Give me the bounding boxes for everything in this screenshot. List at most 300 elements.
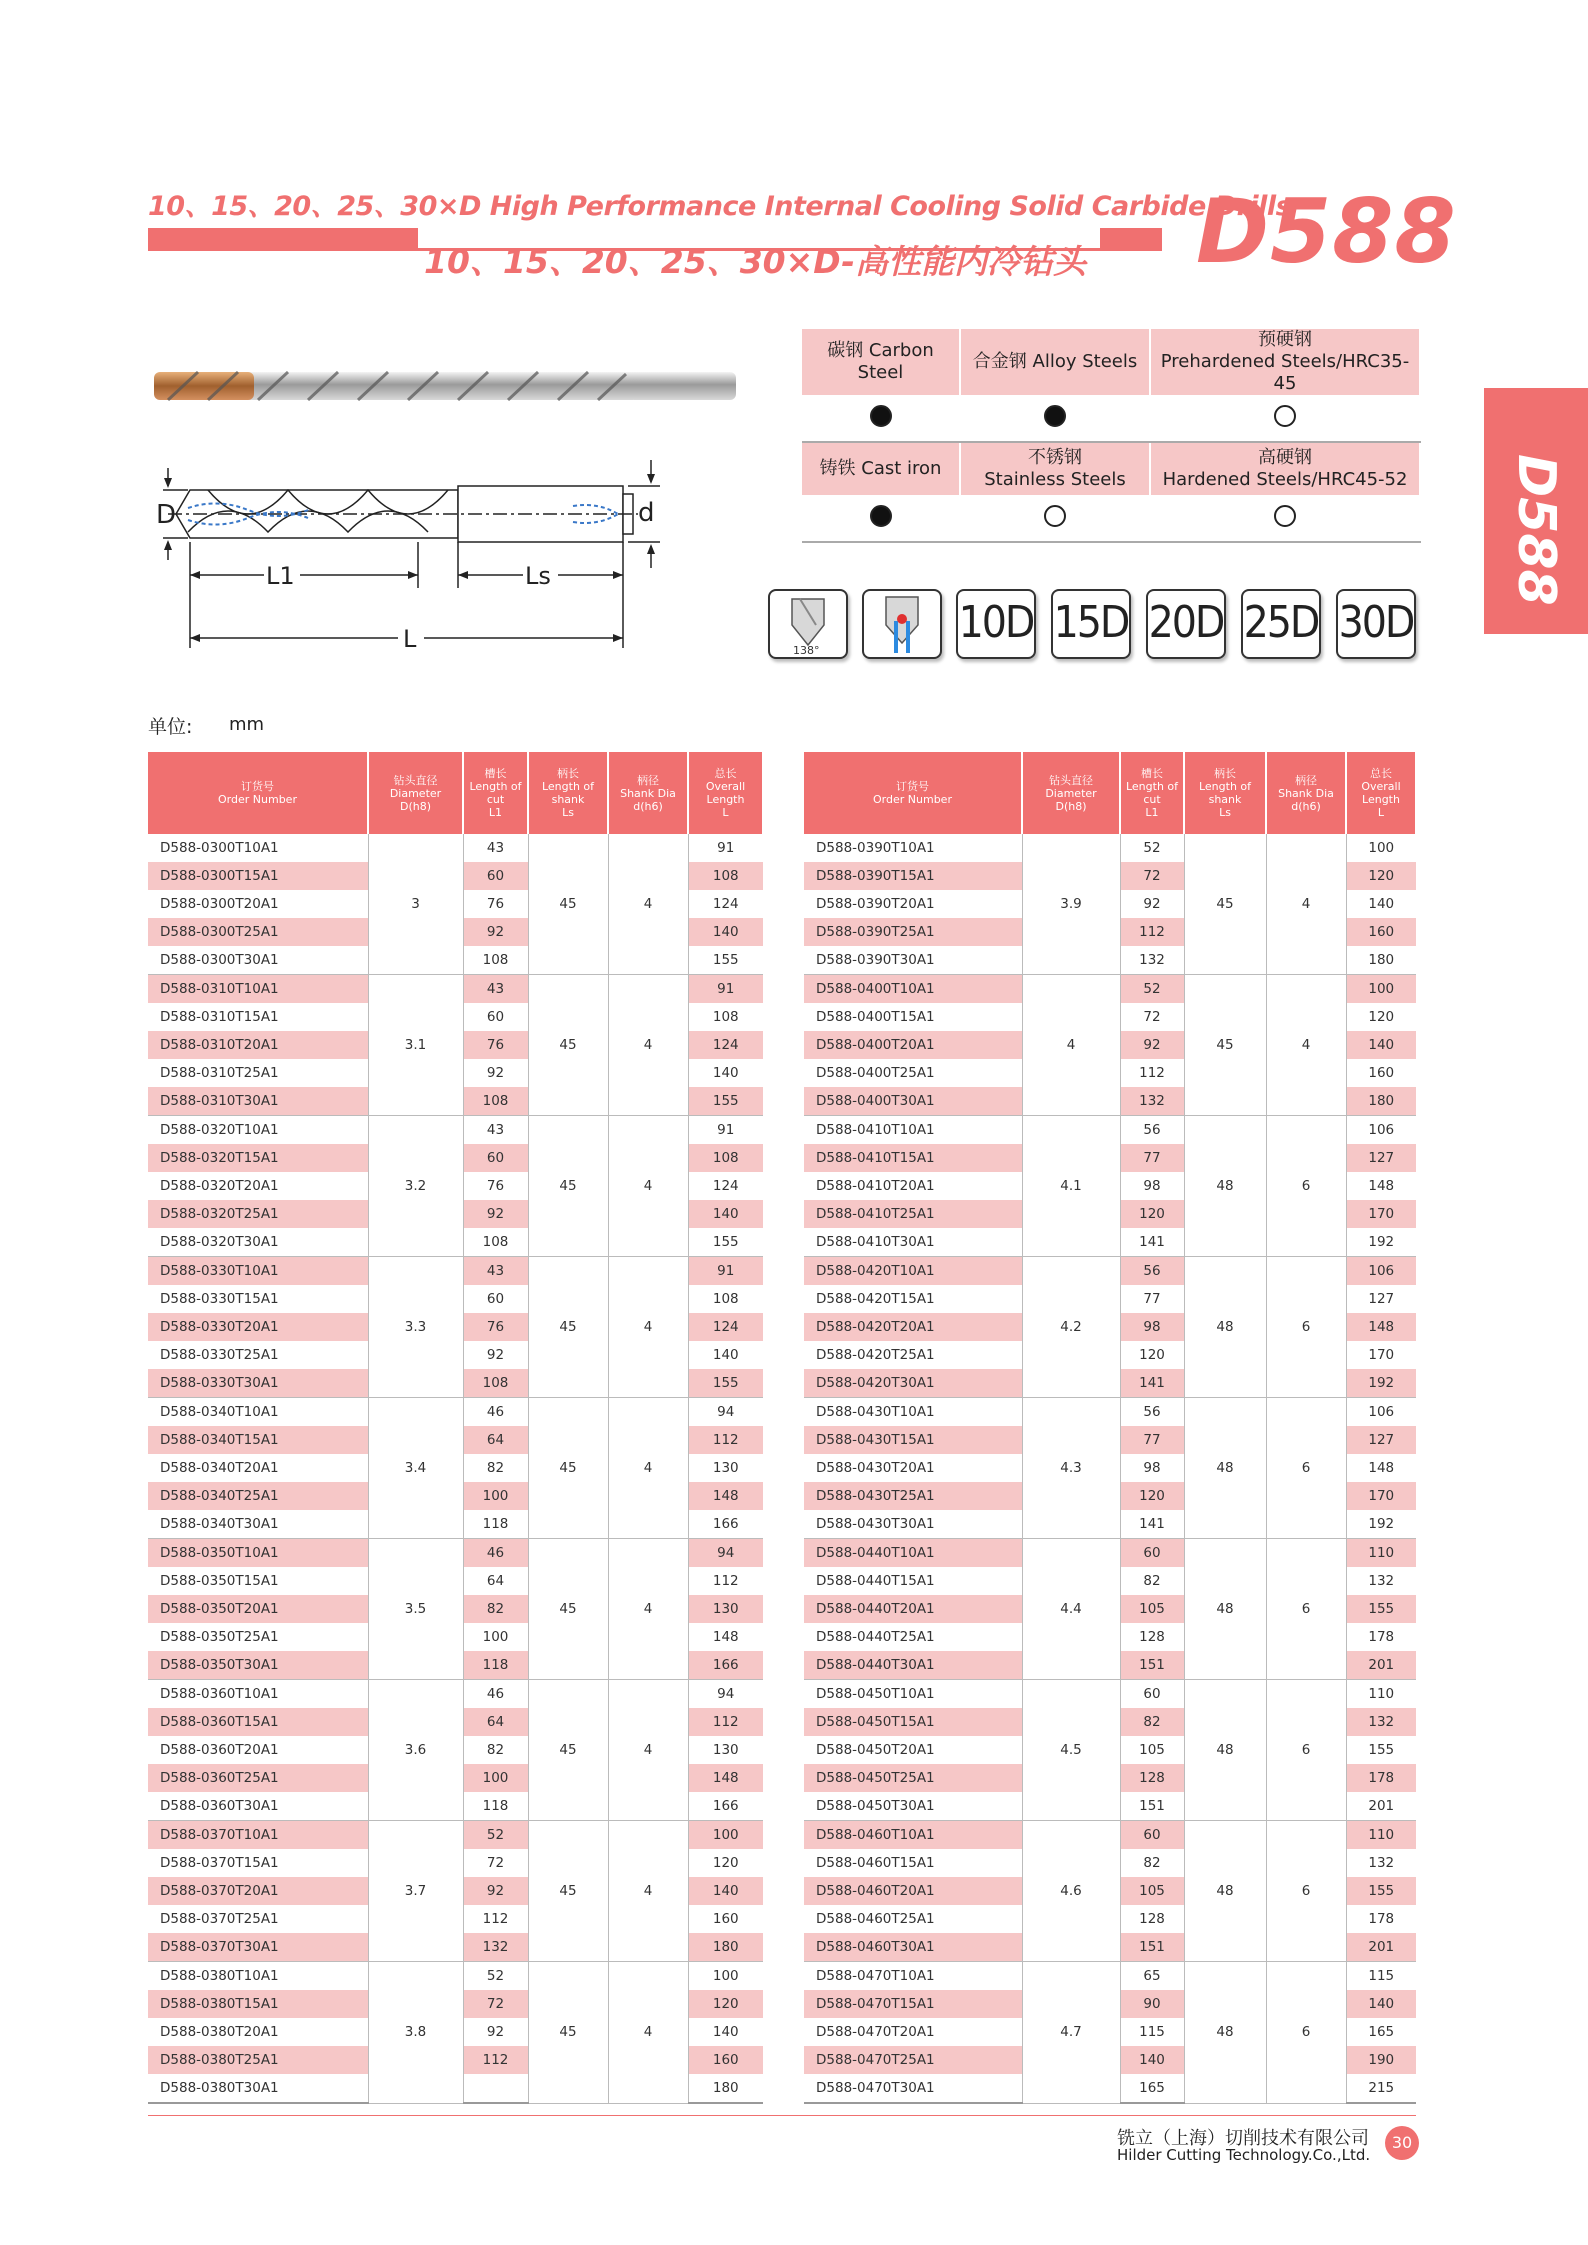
shank-length-cell: 48: [1184, 1680, 1266, 1821]
overall-length-cell: 100: [1346, 975, 1416, 1004]
overall-length-cell: 124: [688, 1313, 763, 1341]
overall-length-cell: 160: [1346, 1059, 1416, 1087]
cut-length-cell: 46: [463, 1539, 528, 1568]
overall-length-cell: 160: [1346, 918, 1416, 946]
overall-length-cell: 170: [1346, 1200, 1416, 1228]
length-10d-icon: 10D: [956, 589, 1036, 659]
cut-length-cell: 60: [463, 1144, 528, 1172]
cut-length-cell: 92: [463, 2018, 528, 2046]
order-number-cell: D588-0460T25A1: [816, 1911, 935, 1927]
overall-length-cell: 91: [688, 975, 763, 1004]
diameter-cell: 3.1: [368, 975, 463, 1116]
order-number-cell: D588-0390T15A1: [804, 862, 1022, 890]
diameter-cell: 3.3: [368, 1257, 463, 1398]
table-row: [148, 834, 763, 862]
overall-length-cell: 140: [688, 2018, 763, 2046]
shank-length-cell: 45: [528, 1962, 608, 2104]
page-number: 30: [1385, 2126, 1419, 2160]
cut-length-cell: 43: [463, 1257, 528, 1286]
cut-length-cell: 108: [463, 1087, 528, 1116]
cut-length-cell: 64: [463, 1426, 528, 1454]
table-row: [804, 1398, 1416, 1427]
dim-label-Ls: Ls: [525, 562, 551, 590]
order-number-cell: D588-0440T25A1: [816, 1629, 935, 1645]
shank-dia-cell: 4: [608, 834, 688, 975]
order-number-cell: D588-0390T30A1: [804, 946, 1022, 975]
shank-length-cell: 48: [1184, 1398, 1266, 1539]
cut-length-cell: 52: [463, 1962, 528, 1991]
cut-length-cell: 105: [1120, 1877, 1184, 1905]
order-number-cell: D588-0310T10A1: [148, 975, 368, 1004]
suitable-empty-icon: [1274, 405, 1296, 427]
order-number-cell: D588-0350T25A1: [160, 1629, 279, 1645]
shank-dia-cell: 6: [1266, 1821, 1346, 1962]
shank-length-cell: 48: [1184, 1821, 1266, 1962]
diameter-cell: 3.8: [368, 1962, 463, 2104]
order-number-cell: D588-0350T15A1: [160, 1573, 279, 1589]
overall-length-cell: 130: [688, 1595, 763, 1623]
cut-length-cell: 56: [1120, 1257, 1184, 1286]
order-number-cell: D588-0470T20A1: [816, 2024, 935, 2040]
overall-length-cell: 140: [688, 1059, 763, 1087]
overall-length-cell: 178: [1346, 1764, 1416, 1792]
order-number-cell: D588-0380T30A1: [148, 2074, 368, 2103]
shank-dia-cell: 6: [1266, 1680, 1346, 1821]
material-hardened-steels: 高硬钢 Hardened Steels/HRC45-52: [1150, 442, 1420, 495]
overall-length-cell: 110: [1346, 1680, 1416, 1709]
overall-length-cell: 130: [688, 1736, 763, 1764]
order-number-cell: D588-0430T15A1: [804, 1426, 1022, 1454]
table-row: [148, 1539, 763, 1568]
cut-length-cell: 43: [463, 834, 528, 862]
cut-length-cell: 108: [463, 1369, 528, 1398]
order-number-cell: D588-0370T25A1: [160, 1911, 279, 1927]
overall-length-cell: 166: [688, 1792, 763, 1821]
cut-length-cell: 43: [463, 975, 528, 1004]
order-number-cell: D588-0360T30A1: [148, 1792, 368, 1821]
cut-length-cell: 115: [1120, 2018, 1184, 2046]
cut-length-cell: 105: [1120, 1736, 1184, 1764]
overall-length-cell: 108: [688, 1003, 763, 1031]
overall-length-cell: 165: [1346, 2018, 1416, 2046]
shank-length-cell: 45: [528, 1116, 608, 1257]
cut-length-cell: 92: [1120, 1031, 1184, 1059]
cut-length-cell: 56: [1120, 1116, 1184, 1145]
header-shank: 柄长 Length of shank Ls: [1184, 752, 1266, 834]
cut-length-cell: 132: [463, 1933, 528, 1962]
cut-length-cell: 76: [463, 1313, 528, 1341]
table-header-row: [804, 752, 1416, 834]
shank-dia-cell: 6: [1266, 1257, 1346, 1398]
table-row: [804, 1821, 1416, 1850]
overall-length-cell: 192: [1346, 1228, 1416, 1257]
shank-dia-cell: 4: [608, 1680, 688, 1821]
cut-length-cell: 60: [463, 862, 528, 890]
overall-length-cell: 180: [688, 2074, 763, 2103]
order-number-cell: D588-0330T20A1: [148, 1313, 368, 1341]
diameter-cell: 4.6: [1022, 1821, 1120, 1962]
overall-length-cell: 140: [688, 1341, 763, 1369]
cut-length-cell: 92: [463, 918, 528, 946]
shank-dia-cell: 4: [608, 1962, 688, 2104]
overall-length-cell: 124: [688, 890, 763, 918]
cut-length-cell: 100: [463, 1482, 528, 1510]
overall-length-cell: 155: [1346, 1736, 1416, 1764]
shank-length-cell: 48: [1184, 1962, 1266, 2104]
order-number-cell: D588-0330T15A1: [160, 1291, 279, 1307]
order-number-cell: D588-0410T20A1: [816, 1178, 935, 1194]
dim-label-d: d: [638, 498, 655, 528]
order-number-cell: D588-0420T25A1: [816, 1347, 935, 1363]
diameter-cell: 4.2: [1022, 1257, 1120, 1398]
overall-length-cell: 120: [1346, 862, 1416, 890]
overall-length-cell: 160: [688, 2046, 763, 2074]
cut-length-cell: 165: [1120, 2074, 1184, 2103]
overall-length-cell: 120: [688, 1849, 763, 1877]
order-number-cell: D588-0350T20A1: [148, 1595, 368, 1623]
header-shank: 柄长 Length of shank Ls: [528, 752, 608, 834]
overall-length-cell: 160: [688, 1905, 763, 1933]
order-number-cell: D588-0430T25A1: [804, 1482, 1022, 1510]
dimension-drawing: [148, 448, 678, 666]
drill-photo: [148, 360, 748, 420]
title-english: 10、15、20、25、30×D High Performance Internal Cooling Solid Carbide Drills: [148, 191, 1292, 222]
diameter-cell: 4.4: [1022, 1539, 1120, 1680]
cut-length-cell: 52: [1120, 975, 1184, 1004]
overall-length-cell: 180: [1346, 946, 1416, 975]
shank-dia-cell: 4: [608, 1821, 688, 1962]
internal-coolant-icon: [862, 589, 942, 659]
table-row: [804, 975, 1416, 1004]
cut-length-cell: 92: [463, 1200, 528, 1228]
order-number-cell: D588-0450T20A1: [816, 1742, 935, 1758]
overall-length-cell: 178: [1346, 1905, 1416, 1933]
table-header-row: [148, 752, 763, 834]
order-number-cell: D588-0360T10A1: [160, 1686, 279, 1702]
overall-length-cell: 120: [1346, 1003, 1416, 1031]
cut-length-cell: 100: [463, 1764, 528, 1792]
shank-dia-cell: 4: [1266, 975, 1346, 1116]
diameter-cell: 4.7: [1022, 1962, 1120, 2104]
order-number-cell: D588-0340T15A1: [148, 1426, 368, 1454]
overall-length-cell: 108: [688, 862, 763, 890]
cut-length-cell: 56: [1120, 1398, 1184, 1427]
overall-length-cell: 100: [1346, 834, 1416, 862]
order-number-cell: D588-0300T20A1: [160, 896, 279, 912]
overall-length-cell: 94: [688, 1539, 763, 1568]
footer-divider: [148, 2115, 1416, 2116]
header-overall: 总长 Overall Length L: [1346, 752, 1416, 834]
overall-length-cell: 201: [1346, 1933, 1416, 1962]
cut-length-cell: 105: [1120, 1595, 1184, 1623]
table-row: [804, 834, 1416, 862]
overall-length-cell: 100: [688, 1962, 763, 1991]
overall-length-cell: 124: [688, 1172, 763, 1200]
overall-length-cell: 180: [1346, 1087, 1416, 1116]
shank-dia-cell: 4: [608, 1257, 688, 1398]
cut-length-cell: 82: [463, 1736, 528, 1764]
cut-length-cell: 64: [463, 1708, 528, 1736]
order-number-cell: D588-0460T10A1: [804, 1821, 1022, 1850]
order-number-cell: D588-0440T30A1: [804, 1651, 1022, 1680]
overall-length-cell: 132: [1346, 1567, 1416, 1595]
order-number-cell: D588-0400T25A1: [816, 1065, 935, 1081]
order-number-cell: D588-0310T20A1: [148, 1031, 368, 1059]
overall-length-cell: 148: [688, 1623, 763, 1651]
overall-length-cell: 91: [688, 1257, 763, 1286]
cut-length-cell: 72: [1120, 1003, 1184, 1031]
order-number-cell: D588-0340T30A1: [148, 1510, 368, 1539]
overall-length-cell: 140: [1346, 1990, 1416, 2018]
shank-length-cell: 45: [528, 1680, 608, 1821]
order-number-cell: D588-0320T20A1: [160, 1178, 279, 1194]
shank-dia-cell: 4: [608, 1539, 688, 1680]
cut-length-cell: 128: [1120, 1623, 1184, 1651]
overall-length-cell: 127: [1346, 1285, 1416, 1313]
shank-dia-cell: 4: [608, 1116, 688, 1257]
order-number-cell: D588-0430T30A1: [804, 1510, 1022, 1539]
diameter-cell: 4.1: [1022, 1116, 1120, 1257]
unit-label: 单位:: [148, 716, 193, 738]
cut-length-cell: 112: [1120, 1059, 1184, 1087]
cut-length-cell: 76: [463, 1031, 528, 1059]
order-number-cell: D588-0300T25A1: [148, 918, 368, 946]
cut-length-cell: 151: [1120, 1651, 1184, 1680]
header-overall: 总长 Overall Length L: [688, 752, 763, 834]
cut-length-cell: 120: [1120, 1341, 1184, 1369]
cut-length-cell: 98: [1120, 1454, 1184, 1482]
overall-length-cell: 91: [688, 834, 763, 862]
order-number-cell: D588-0400T10A1: [804, 975, 1022, 1004]
overall-length-cell: 120: [688, 1990, 763, 2018]
overall-length-cell: 124: [688, 1031, 763, 1059]
overall-length-cell: 94: [688, 1680, 763, 1709]
company-name-english: Hilder Cutting Technology.Co.,Ltd.: [1117, 2146, 1371, 2164]
overall-length-cell: 192: [1346, 1510, 1416, 1539]
order-number-cell: D588-0340T10A1: [160, 1404, 279, 1420]
title-chinese: 10、15、20、25、30×D-高性能内冷钻头: [424, 242, 1086, 281]
order-number-cell: D588-0390T10A1: [816, 840, 935, 856]
order-number-cell: D588-0410T25A1: [804, 1200, 1022, 1228]
overall-length-cell: 91: [688, 1116, 763, 1145]
cut-length-cell: 141: [1120, 1510, 1184, 1539]
cut-length-cell: 112: [463, 2046, 528, 2074]
header-cut: 槽长 Length of cut L1: [1120, 752, 1184, 834]
cut-length-cell: 100: [463, 1623, 528, 1651]
suitable-empty-icon: [1274, 505, 1296, 527]
length-20d-icon: 20D: [1146, 589, 1226, 659]
diameter-cell: 4: [1022, 975, 1120, 1116]
cut-length-cell: 98: [1120, 1172, 1184, 1200]
title-bar-right: [1100, 228, 1162, 250]
cut-length-cell: 65: [1120, 1962, 1184, 1991]
order-number-cell: D588-0340T20A1: [160, 1460, 279, 1476]
shank-length-cell: 45: [1184, 834, 1266, 975]
order-number-cell: D588-0470T15A1: [804, 1990, 1022, 2018]
order-number-cell: D588-0310T25A1: [160, 1065, 279, 1081]
table-row: [804, 1116, 1416, 1145]
material-carbon-steel: 碳钢 Carbon Steel: [802, 329, 960, 395]
cut-length-cell: 82: [1120, 1849, 1184, 1877]
table-row: [804, 1257, 1416, 1286]
cut-length-cell: 128: [1120, 1905, 1184, 1933]
overall-length-cell: 155: [688, 1369, 763, 1398]
order-number-cell: D588-0400T20A1: [804, 1031, 1022, 1059]
cut-length-cell: 77: [1120, 1144, 1184, 1172]
diameter-cell: 3.4: [368, 1398, 463, 1539]
material-suitability-table: [802, 329, 1421, 543]
overall-length-cell: 132: [1346, 1708, 1416, 1736]
cut-length-cell: 112: [1120, 918, 1184, 946]
shank-dia-cell: 6: [1266, 1539, 1346, 1680]
header-shankdia: 柄径 Shank Dia d(h6): [608, 752, 688, 834]
cut-length-cell: 132: [1120, 946, 1184, 975]
cut-length-cell: 52: [1120, 834, 1184, 862]
header-dia: 钻头直径 Diameter D(h8): [1022, 752, 1120, 834]
overall-length-cell: 148: [688, 1482, 763, 1510]
svg-text:138°: 138°: [793, 644, 820, 657]
overall-length-cell: 110: [1346, 1539, 1416, 1568]
overall-length-cell: 215: [1346, 2074, 1416, 2103]
shank-length-cell: 45: [528, 1398, 608, 1539]
diameter-cell: 3.2: [368, 1116, 463, 1257]
header-dia: 钻头直径 Diameter D(h8): [368, 752, 463, 834]
material-prehardened-steels: 预硬钢 Prehardened Steels/HRC35-45: [1150, 329, 1420, 395]
order-number-cell: D588-0410T30A1: [804, 1228, 1022, 1257]
table-row: [148, 1257, 763, 1286]
drill-point-icon: [768, 589, 848, 659]
cut-length-cell: 118: [463, 1792, 528, 1821]
overall-length-cell: 106: [1346, 1257, 1416, 1286]
overall-length-cell: 148: [688, 1764, 763, 1792]
overall-length-cell: 155: [1346, 1877, 1416, 1905]
table-row: [804, 1539, 1416, 1568]
overall-length-cell: 108: [688, 1285, 763, 1313]
order-number-cell: D588-0360T25A1: [148, 1764, 368, 1792]
overall-length-cell: 201: [1346, 1651, 1416, 1680]
order-number-cell: D588-0370T10A1: [148, 1821, 368, 1850]
dim-label-L: L: [403, 625, 417, 653]
cut-length-cell: 60: [1120, 1539, 1184, 1568]
company-name-chinese: 铣立（上海）切削技术有限公司: [1117, 2128, 1369, 2149]
order-number-cell: D588-0420T20A1: [804, 1313, 1022, 1341]
cut-length-cell: 112: [463, 1905, 528, 1933]
cut-length-cell: 108: [463, 946, 528, 975]
header-shankdia: 柄径 Shank Dia d(h6): [1266, 752, 1346, 834]
overall-length-cell: 112: [688, 1426, 763, 1454]
overall-length-cell: 127: [1346, 1426, 1416, 1454]
shank-length-cell: 45: [528, 1821, 608, 1962]
cut-length-cell: 90: [1120, 1990, 1184, 2018]
cut-length-cell: 72: [463, 1990, 528, 2018]
order-number-cell: D588-0330T25A1: [160, 1347, 279, 1363]
cut-length-cell: 77: [1120, 1426, 1184, 1454]
order-number-cell: D588-0450T25A1: [804, 1764, 1022, 1792]
overall-length-cell: 112: [688, 1708, 763, 1736]
table-row: [804, 1962, 1416, 1991]
overall-length-cell: 192: [1346, 1369, 1416, 1398]
cut-length-cell: 60: [463, 1003, 528, 1031]
product-table-left: [148, 752, 764, 2104]
cut-length-cell: 128: [1120, 1764, 1184, 1792]
order-number-cell: D588-0300T30A1: [148, 946, 368, 975]
order-number-cell: D588-0320T10A1: [160, 1122, 279, 1138]
order-number-cell: D588-0460T15A1: [816, 1855, 935, 1871]
suitable-empty-icon: [1044, 505, 1066, 527]
shank-length-cell: 45: [528, 975, 608, 1116]
order-number-cell: D588-0380T10A1: [160, 1968, 279, 1984]
material-alloy-steels: 合金钢 Alloy Steels: [960, 329, 1150, 395]
overall-length-cell: 201: [1346, 1792, 1416, 1821]
order-number-cell: D588-0330T30A1: [148, 1369, 368, 1398]
table-row: [148, 1116, 763, 1145]
cut-length-cell: 92: [463, 1059, 528, 1087]
material-stainless-steels: 不锈钢 Stainless Steels: [960, 442, 1150, 495]
material-cast-iron: 铸铁 Cast iron: [802, 442, 960, 495]
order-number-cell: D588-0300T15A1: [148, 862, 368, 890]
cut-length-cell: 43: [463, 1116, 528, 1145]
cut-length-cell: 151: [1120, 1933, 1184, 1962]
order-number-cell: D588-0320T30A1: [148, 1228, 368, 1257]
order-number-cell: D588-0370T15A1: [160, 1855, 279, 1871]
cut-length-cell: 76: [463, 890, 528, 918]
cut-length-cell: 82: [463, 1454, 528, 1482]
cut-length-cell: 77: [1120, 1285, 1184, 1313]
table-row: [148, 975, 763, 1004]
order-number-cell: D588-0380T20A1: [160, 2024, 279, 2040]
dim-label-L1: L1: [266, 562, 295, 590]
shank-length-cell: 48: [1184, 1116, 1266, 1257]
order-number-cell: D588-0400T30A1: [804, 1087, 1022, 1116]
overall-length-cell: 148: [1346, 1172, 1416, 1200]
order-number-cell: D588-0420T10A1: [804, 1257, 1022, 1286]
diameter-cell: 3.5: [368, 1539, 463, 1680]
diameter-cell: 4.5: [1022, 1680, 1120, 1821]
overall-length-cell: 148: [1346, 1454, 1416, 1482]
overall-length-cell: 130: [688, 1454, 763, 1482]
overall-length-cell: 140: [688, 1877, 763, 1905]
cut-length-cell: 118: [463, 1510, 528, 1539]
order-number-cell: D588-0340T25A1: [148, 1482, 368, 1510]
order-number-cell: D588-0440T15A1: [816, 1573, 935, 1589]
title-bar-left: [148, 228, 418, 250]
overall-length-cell: 108: [688, 1144, 763, 1172]
shank-length-cell: 48: [1184, 1257, 1266, 1398]
order-number-cell: D588-0360T20A1: [160, 1742, 279, 1758]
shank-dia-cell: 4: [608, 1398, 688, 1539]
overall-length-cell: 148: [1346, 1313, 1416, 1341]
order-number-cell: D588-0390T20A1: [816, 896, 935, 912]
overall-length-cell: 140: [688, 1200, 763, 1228]
overall-length-cell: 112: [688, 1567, 763, 1595]
overall-length-cell: 155: [688, 1087, 763, 1116]
order-number-cell: D588-0370T30A1: [148, 1933, 368, 1962]
shank-dia-cell: 6: [1266, 1398, 1346, 1539]
cut-length-cell: 46: [463, 1398, 528, 1427]
overall-length-cell: 170: [1346, 1341, 1416, 1369]
diameter-cell: 3: [368, 834, 463, 975]
order-number-cell: D588-0310T15A1: [160, 1009, 279, 1025]
model-code: D588: [1196, 180, 1457, 283]
overall-length-cell: 155: [688, 1228, 763, 1257]
shank-dia-cell: 4: [1266, 834, 1346, 975]
order-number-cell: D588-0410T15A1: [804, 1144, 1022, 1172]
shank-length-cell: 48: [1184, 1539, 1266, 1680]
overall-length-cell: 155: [1346, 1595, 1416, 1623]
order-number-cell: D588-0430T10A1: [816, 1404, 935, 1420]
cut-length-cell: 82: [1120, 1567, 1184, 1595]
order-number-cell: D588-0460T20A1: [804, 1877, 1022, 1905]
